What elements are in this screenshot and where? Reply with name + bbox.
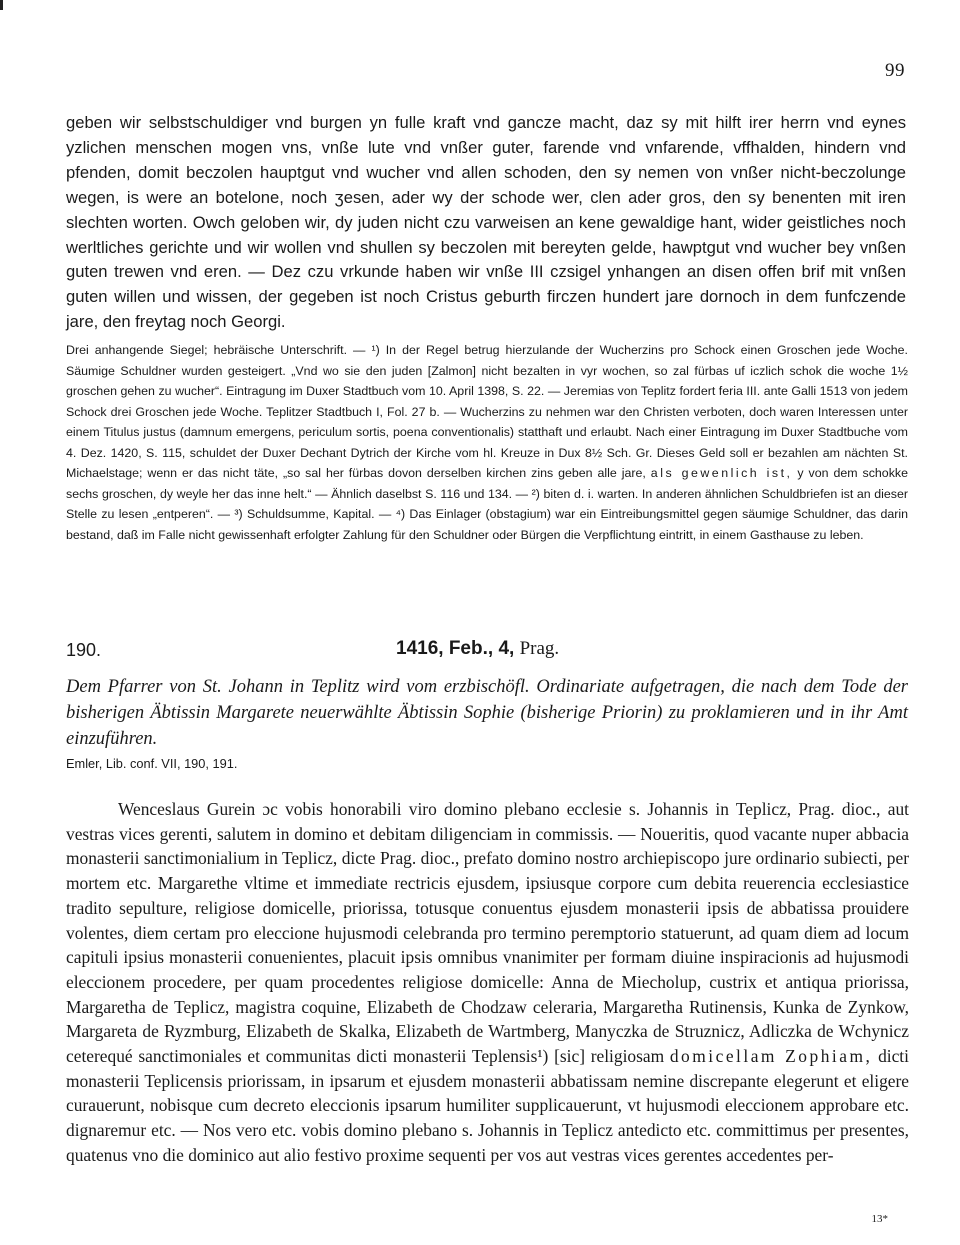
printer-signature-mark: 13* (871, 1213, 888, 1225)
document-date-line (396, 638, 559, 660)
document-date: 1416, Feb., 4, (396, 638, 515, 659)
footnote-text-part: y von dem schokke sechs groschen, dy weyle her das inne helt.“ — Ähnlich daselbst S. 116 und 134. — ²) biten d. i. warten. In anderen ähnlichen Schuldbriefen ist an dieser Stelle zu lesen „entperen“. — ³) Schuldsumme, Kapital. — ⁴) Das Einlager (obstagium) war ein Eintreibungsmittel gegen säumige Schuldner, das darin bestand, daß im Falle nicht gewissenhaft erfolgter Zahlung für den Schuldner oder Bürgen die Verpflichtung eintritt, in einem Gasthause zu leben. (66, 466, 908, 542)
page-number: 99 (885, 60, 905, 81)
german-charter-text: geben wir selbstschuldiger vnd burgen yn fulle kraft vnd gancze macht, daz sy mit hilft irer herrn vnd eynes yzlichen menschen mogen vns, vnße lute vnd vnßer guter, farende vnd vnfarende, vffhalden, hindern vnd pfenden, domit beczolen hauptgut vnd wucher vnd allen schoden, den sy nemen von vnßer nicht-beczolunge wegen, is were an botelone, noch ʒesen, ader wy der schode wer, clen ader gros, den sy benenten mit iren slechten worten. Owch geloben wir, dy juden nicht czu varweisen an kene gewaldige hant, wider geistliches noch werltliches gerichte und wir wollen vnd shullen sy beczolen mit bereyten gelde, hawptgut vnd wucher bey vnßen guten trewen vnd eren. — Dez czu vrkunde haben wir vnße III czsigel ynhangen an disen offen brif mit vnßen guten willen und wissen, der gegeben ist noch Cristus geburth firczen hundert jare dornoch in dem funfczende jare, den freytag noch Georgi. (66, 113, 906, 332)
document-place: Prag. (519, 638, 560, 659)
document-header (66, 640, 908, 666)
latin-text-part: dicti monasterii Teplicensis priorissam, in ipsarum et ejusdem monasterii abbatissam nemine discrepante elegerunt et eligere curauerunt, nobisque cum decreto eleccionis ipsarum humiliter supplicauerunt, vt hujusmodi eleccionem approbare etc. dignaremur etc. — Nos vero etc. vobis domino plebano s. Johannis in Teplicz antedicto etc. committimus per presentes, quatenus vno die dominico aut alio festivo proxime sequenti per vos aut vestras vices gerentes accedentes per- (66, 1046, 909, 1165)
footnote-spaced-quote: als gewenlich ist, (650, 466, 793, 480)
document-source: Emler, Lib. conf. VII, 190, 191. (66, 756, 238, 771)
document-regest: Dem Pfarrer von St. Johann in Teplitz wird vom erzbischöfl. Ordinariate aufgetragen, die nach dem Tode der bisherigen Äbtissin Margarete neuerwählte Äbtissin Sophie (bisherige Priorin) zu proklamieren und in ihr Amt einzuführen. (66, 677, 908, 749)
footnotes (66, 340, 908, 545)
latin-document-text (66, 797, 909, 1168)
latin-text-part: Wenceslaus Gurein ɔc vobis honorabili viro domino plebano ecclesie s. Johannis in Teplicz, Prag. dioc., aut vestras vices gerenti, salutem in domino et debitam diligenciam in commissis. — Noueritis, quod vacante nuper abbacia monasterii sanctimonialium in Teplicz, dicte Prag. dioc., prefato domino nostro archiepiscopo jure ordinario subiecti, per mortem etc. Margarethe vltime et immediate rectricis ejusdem, ipsiusque corpore cum debita reuerencia ecclesiastice tradito sepulture, religiose domicelle, priorissa, totusque conuentus ejusdem monasterii ipsis de abbatissa prouidere volentes, diem certam pro eleccione hujusmodi celebranda pro termino peremptorio statuerunt, ad quam diem ad locum capituli ipsius monasterii conuenientes, placuit ipsis omnibus vnanimiter per formam diuine inspiracionis ad hujusmodi eleccionem procedere, per quam procedentes religiose domicelle: Anna de Miecholup, custrix et antiqua priorissa, Margaretha de Teplicz, magistra coquine, Elizabeth de Chodzaw celeraria, Margaretha Rutinensis, Kunka de Zynkow, Margareta de Ryzmburg, Elizabeth de Skalka, Elizabeth de Wartmberg, Manyczka de Struznicz, Adliczka de Wchynicz ceterequé sanctimoniales et communitas dicti monasterii Teplensis¹) [sic] religiosam (66, 799, 909, 1067)
footnote-text-part: Drei anhangende Siegel; hebräische Unterschrift. — ¹) In der Regel betrug hierzulande der Wucherzins pro Schock einen Groschen jede Woche. Säumige Schuldner wurden gesteigert. „Vnd wo sie den juden [Zalmon] nicht bezalten in vyr wochen, so zal fürbas uf iczlich schok die woche 1½ groschen gehen zu wucher“. Eintragung im Duxer Stadtbuch vom 10. April 1398, S. 22. — Jeremias von Teplitz fordert feria III. ante Galli 1513 von jedem Schock drei Groschen jede Woche. Teplitzer Stadtbuch I, Fol. 27 b. — Wucherzins zu nehmen war den Christen verboten, doch waren Interessen unter einem Titulus justus (damnum emergens, periculum sortis, poena conventionalis) statthaft und erlaubt. Nach einer Eintragung im Duxer Stadtbuche vom 4. Dez. 1420, S. 115, schuldet der Duxer Dechant Dytrich der Kirche vom hl. Kreuze in Dux 8½ Sch. Gr. Dieses Geld soll er bezahlen am nächten St. Michaelstage; wenn er das nicht täte, „so sal her fürbas dovon derselben kirchen zins geben alle jare, (66, 343, 908, 480)
scan-edge-mark (0, 0, 3, 10)
latin-spaced-name: domicellam Zophiam, (669, 1046, 873, 1067)
document-number: 190. (66, 640, 102, 660)
